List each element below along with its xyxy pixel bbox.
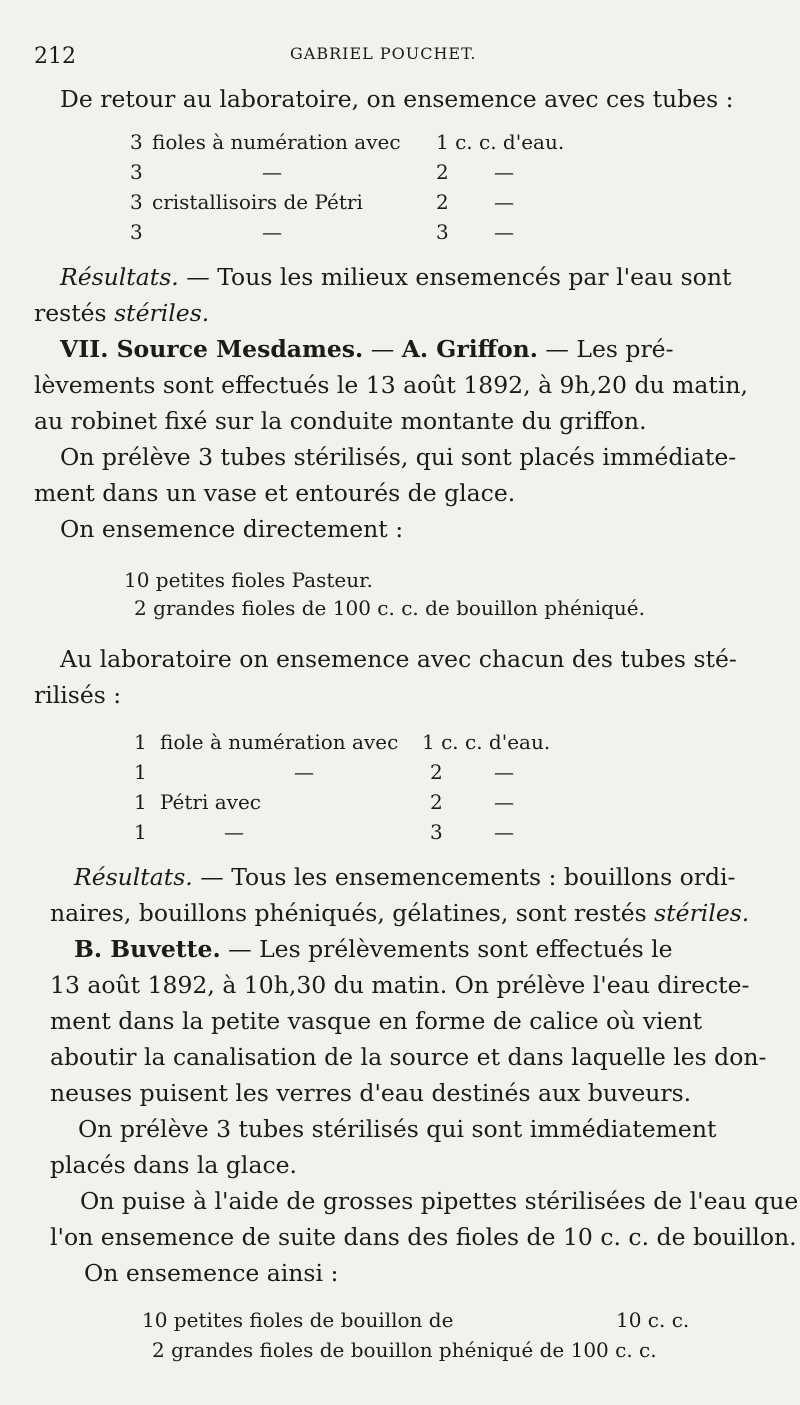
list-item: 2 grandes fioles de bouillon phéniqué de 100 c. c. (152, 1338, 657, 1362)
list-item: cristallisoirs de Pétri (152, 190, 363, 214)
paragraph-line: On puise à l'aide de grosses pipettes stérilisées de l'eau que (80, 1187, 799, 1215)
list-ditto: — (494, 790, 514, 814)
list-qty: 3 (130, 190, 143, 214)
list-volume: 2 (436, 160, 449, 184)
page-number: 212 (34, 44, 76, 69)
list-ditto: — (494, 220, 514, 244)
list-volume: 2 (430, 790, 443, 814)
paragraph-line: 13 août 1892, à 10h,30 du matin. On prélève l'eau directe- (50, 971, 750, 999)
list-qty: 1 (134, 730, 147, 754)
list-volume: 3 (436, 220, 449, 244)
list-qty: 3 (130, 220, 143, 244)
subsection-title: A. Griffon. (401, 335, 538, 363)
results-line: Résultats. — Tous les ensemencements : bouillons ordi- (74, 863, 736, 891)
list-volume: 1 c. c. d'eau. (436, 130, 565, 154)
list-qty: 3 (130, 160, 143, 184)
results-label: Résultats. (74, 863, 193, 891)
list-qty: 1 (134, 790, 147, 814)
paragraph-line: On prélève 3 tubes stérilisés, qui sont placés immédiate- (60, 443, 737, 471)
list-volume: 3 (430, 820, 443, 844)
paragraph-line: ment dans un vase et entourés de glace. (34, 479, 516, 507)
list-ditto: — (294, 760, 314, 784)
paragraph-line: aboutir la canalisation de la source et dans laquelle les don- (50, 1043, 767, 1071)
list-item: fiole à numération avec (160, 730, 399, 754)
list-volume: 2 (436, 190, 449, 214)
list-ditto: — (262, 220, 282, 244)
paragraph-line: lèvements sont effectués le 13 août 1892, à 9h,20 du matin, (34, 371, 748, 399)
paragraph-line: l'on ensemence de suite dans des fioles de 10 c. c. de bouillon. (50, 1223, 797, 1251)
list-volume: 2 (430, 760, 443, 784)
running-title: GABRIEL POUCHET. (290, 44, 477, 63)
section-heading-line: B. Buvette. — Les prélèvements sont effectués le (74, 935, 673, 963)
paragraph-line: On ensemence directement : (60, 515, 404, 543)
subsection-title: B. Buvette. (74, 935, 221, 963)
paragraph-line: rilisés : (34, 681, 122, 709)
list-qty: 1 (134, 820, 147, 844)
paragraph-line: au robinet fixé sur la conduite montante du griffon. (34, 407, 647, 435)
results-line: restés stériles. (34, 299, 210, 327)
list-ditto: — (224, 820, 244, 844)
list-ditto: — (262, 160, 282, 184)
paragraph-line: De retour au laboratoire, on ensemence avec ces tubes : (60, 85, 734, 113)
list-item: 2 grandes fioles de 100 c. c. de bouillon phéniqué. (134, 596, 645, 620)
paragraph-line: On prélève 3 tubes stérilisés qui sont immédiatement (78, 1115, 717, 1143)
paragraph-line: neuses puisent les verres d'eau destinés aux buveurs. (50, 1079, 692, 1107)
list-item: 10 petites fioles de bouillon de (142, 1308, 454, 1332)
results-line: naires, bouillons phéniqués, gélatines, sont restés stériles. (50, 899, 750, 927)
list-qty: 1 (134, 760, 147, 784)
list-ditto: — (494, 820, 514, 844)
results-line: Résultats. — Tous les milieux ensemencés par l'eau sont (60, 263, 732, 291)
results-label: Résultats. (60, 263, 179, 291)
section-heading-line: VII. Source Mesdames. — A. Griffon. — Les pré- (60, 335, 674, 363)
list-volume: 10 c. c. (616, 1308, 690, 1332)
list-item: fioles à numération avec (152, 130, 401, 154)
section-title: VII. Source Mesdames. (60, 335, 364, 363)
list-ditto: — (494, 160, 514, 184)
list-item: Pétri avec (160, 790, 262, 814)
list-ditto: — (494, 190, 514, 214)
paragraph-line: placés dans la glace. (50, 1151, 297, 1179)
list-item: 10 petites fioles Pasteur. (124, 568, 373, 592)
paragraph-line: On ensemence ainsi : (84, 1259, 339, 1287)
paragraph-line: ment dans la petite vasque en forme de calice où vient (50, 1007, 703, 1035)
list-volume: 1 c. c. d'eau. (422, 730, 551, 754)
list-ditto: — (494, 760, 514, 784)
paragraph-line: Au laboratoire on ensemence avec chacun des tubes sté- (60, 645, 737, 673)
list-qty: 3 (130, 130, 143, 154)
